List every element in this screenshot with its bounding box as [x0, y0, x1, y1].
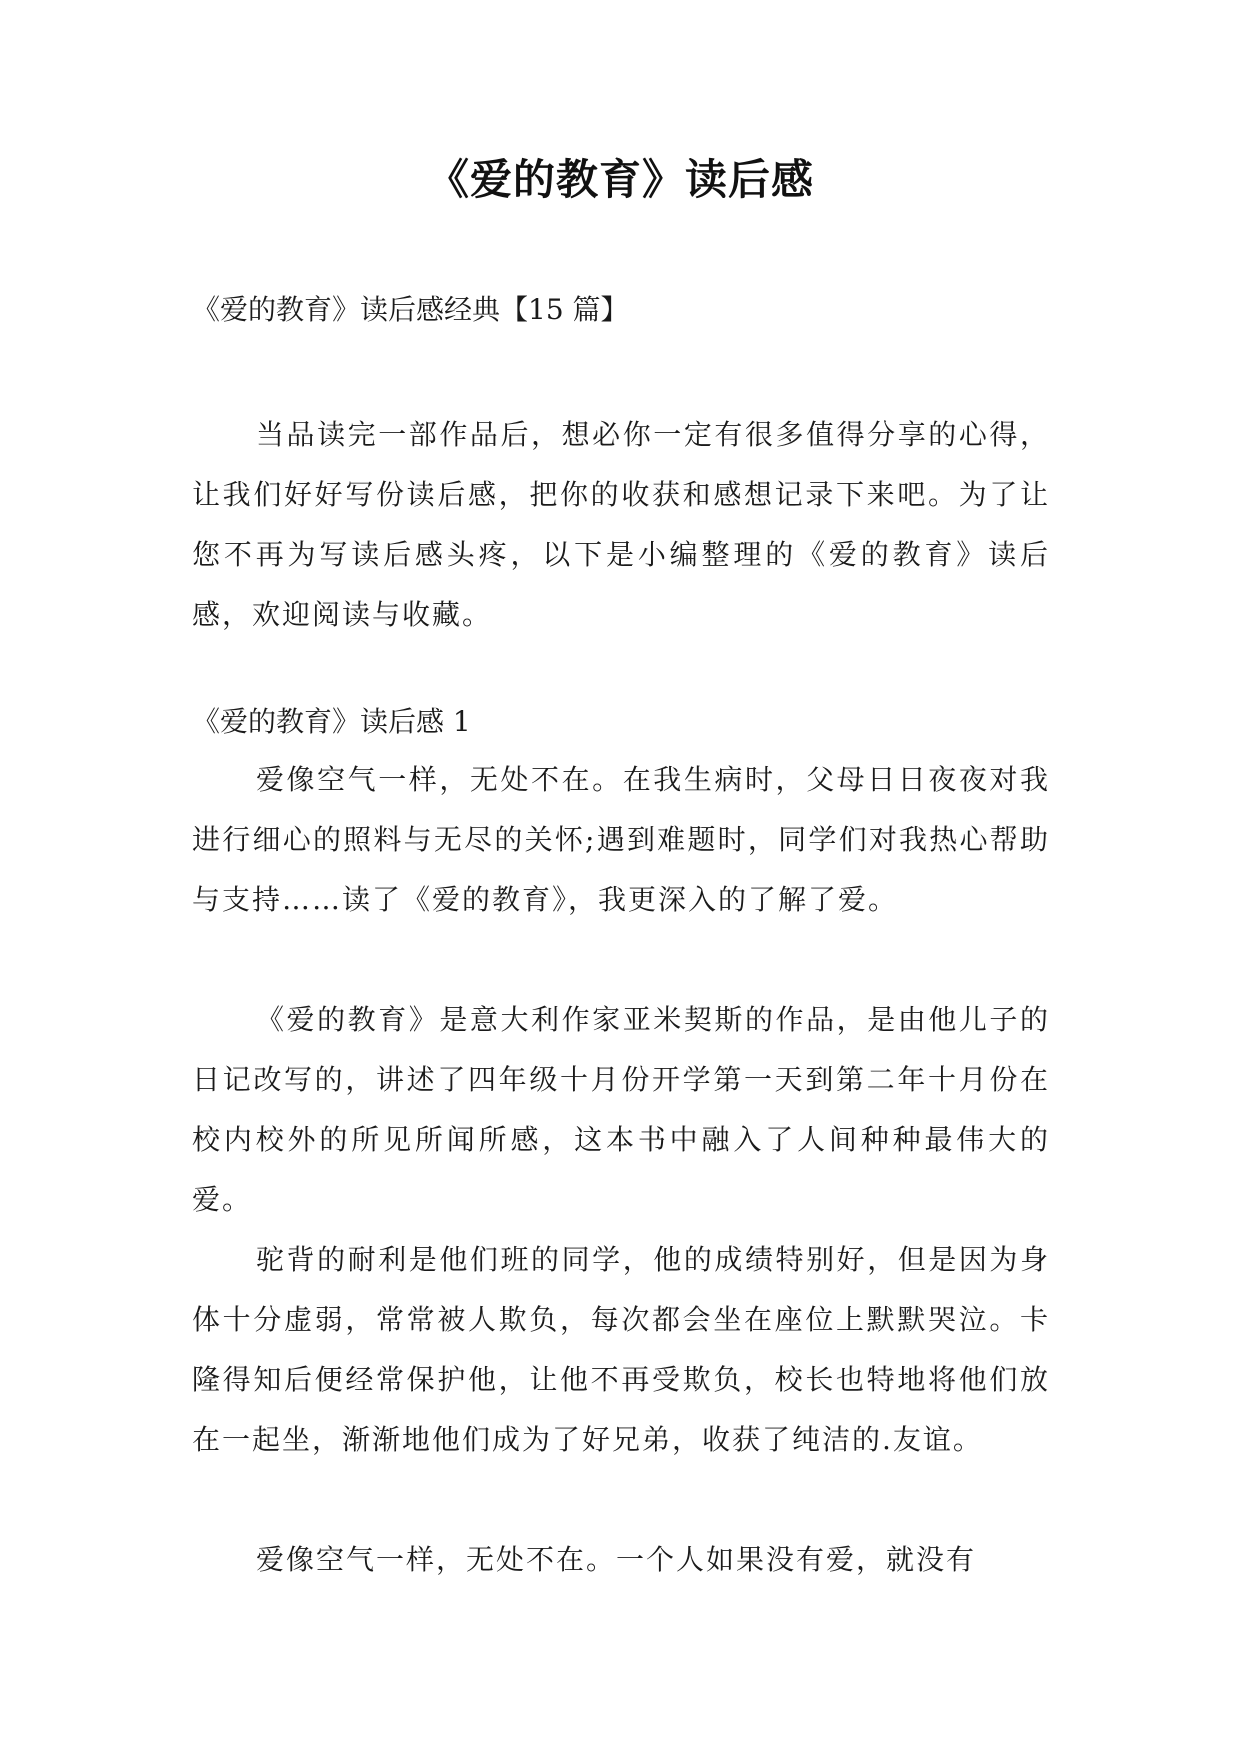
intro-paragraph: 当品读完一部作品后，想必你一定有很多值得分享的心得，让我们好好写份读后感，把你的收获和感想记录下来吧。为了让您不再为写读后感头疼，以下是小编整理的《爱的教育》读后感，欢迎阅读与收藏。: [192, 418, 1050, 631]
body-paragraph: 驼背的耐利是他们班的同学，他的成绩特别好，但是因为身体十分虚弱，常常被人欺负，每次都会坐在座位上默默哭泣。卡隆得知后便经常保护他，让他不再受欺负，校长也特地将他们放在一起坐，渐渐地他们成为了好兄弟，收获了纯洁的.友谊。: [192, 1243, 1050, 1456]
body-paragraph: 《爱的教育》是意大利作家亚米契斯的作品，是由他儿子的日记改写的，讲述了四年级十月份开学第一天到第二年十月份在校内校外的所见所闻所感，这本书中融入了人间种种最伟大的爱。: [192, 1003, 1050, 1216]
body-paragraph: 爱像空气一样，无处不在。在我生病时，父母日日夜夜对我进行细心的照料与无尽的关怀;遇到难题时，同学们对我热心帮助与支持……读了《爱的教育》，我更深入的了解了爱。: [192, 763, 1050, 916]
document-subtitle: 《爱的教育》读后感经典【15 篇】: [192, 293, 629, 326]
section-heading: 《爱的教育》读后感 1: [192, 705, 471, 738]
body-paragraph: 爱像空气一样，无处不在。一个人如果没有爱，就没有: [256, 1543, 977, 1576]
page-title: 《爱的教育》读后感: [426, 155, 814, 204]
